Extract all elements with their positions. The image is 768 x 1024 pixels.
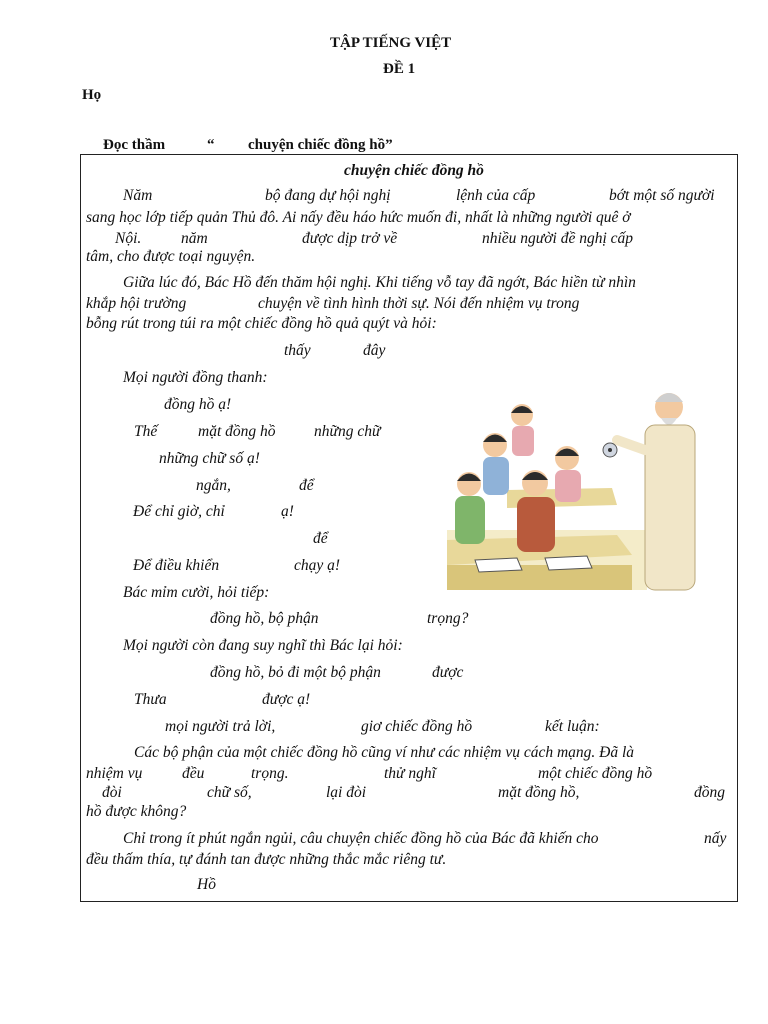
dialogue-line: kết luận:	[545, 718, 600, 735]
story-text: Các bộ phận của một chiếc đồng hồ cũng ví như các nhiệm vụ cách mạng. Đã là	[134, 744, 635, 761]
story-text: Chỉ trong ít phút ngắn ngủi, câu chuyện chiếc đồng hồ của Bác đã khiến cho	[123, 830, 599, 847]
dialogue-line: đồng hồ, bộ phận	[210, 610, 319, 627]
story-text: nhiệm vụ	[86, 765, 143, 782]
dialogue-line: thấy	[284, 342, 311, 359]
story-text: đều	[182, 765, 205, 782]
story-text: Giữa lúc đó, Bác Hồ đến thăm hội nghị. Khi tiếng vỗ tay đã ngớt, Bác hiền từ nhìn	[123, 274, 636, 291]
worksheet-subtitle: ĐỀ 1	[383, 61, 416, 77]
story-illustration	[447, 380, 710, 592]
name-label: Họ	[82, 87, 102, 103]
dialogue-line: Thế	[134, 423, 158, 440]
dialogue-line: để	[299, 477, 314, 494]
dialogue-line: những chữ	[314, 423, 381, 440]
dialogue-line: Bác mỉm cười, hỏi tiếp:	[123, 584, 270, 601]
dialogue-line: ạ!	[281, 503, 294, 520]
story-text: chuyện về tình hình thời sự. Nói đến nhiệm vụ trong	[258, 295, 580, 312]
story-source: Hồ	[197, 876, 216, 893]
story-text: đòi	[102, 784, 122, 801]
story-text: nấy	[704, 830, 727, 847]
dialogue-line: được ạ!	[262, 691, 311, 708]
story-text: một chiếc đồng hồ	[538, 765, 653, 782]
story-text: được dịp trở về	[302, 230, 398, 247]
dialogue-line: trọng?	[427, 610, 469, 627]
dialogue-line: Mọi người còn đang suy nghĩ thì Bác lại hỏi:	[123, 637, 403, 654]
dialogue-line: Để điều khiển	[133, 557, 220, 574]
story-text: lại đòi	[326, 784, 367, 801]
dialogue-line: những chữ số ạ!	[159, 450, 260, 467]
story-text: Năm	[123, 187, 153, 204]
story-text: năm	[181, 230, 208, 247]
dialogue-line: đây	[363, 342, 386, 359]
story-title: chuyện chiếc đồng hồ	[344, 162, 484, 179]
story-text: chữ số,	[207, 784, 252, 801]
read-instruction-label: Đọc thầm	[103, 137, 166, 153]
story-text: khắp hội trường	[86, 295, 187, 312]
story-text: mặt đồng hồ,	[498, 784, 580, 801]
dialogue-line: Thưa	[134, 691, 167, 708]
dialogue-line: đồng hồ, bỏ đi một bộ phận	[210, 664, 381, 681]
dialogue-line: Mọi người đồng thanh:	[123, 369, 268, 386]
dialogue-line: để	[313, 530, 328, 547]
story-text: bỗng rút trong túi ra một chiếc đồng hồ quả quýt và hỏi:	[86, 315, 437, 332]
dialogue-line: mọi người trả lời,	[165, 718, 276, 735]
dialogue-line: chạy ạ!	[294, 557, 341, 574]
dialogue-line: đồng hồ ạ!	[164, 396, 232, 413]
story-text: trọng.	[251, 765, 289, 782]
read-instruction-title: chuyện chiếc đồng hồ”	[248, 137, 393, 153]
story-text: hồ được không?	[86, 803, 187, 820]
story-text: bớt một số người	[609, 187, 715, 204]
story-text: tâm, cho được toại nguyện.	[86, 248, 256, 265]
story-text: Nội.	[115, 230, 142, 247]
story-text: đều thấm thía, tự đánh tan được những thắc mắc riêng tư.	[86, 851, 447, 868]
dialogue-line: Để chỉ giờ, chỉ	[133, 503, 225, 520]
worksheet-title: TẬP TIẾNG VIỆT	[330, 35, 452, 51]
story-text: lệnh của cấp	[456, 187, 536, 204]
story-text: nhiều người đề nghị cấp	[482, 230, 634, 247]
dialogue-line: mặt đồng hồ	[198, 423, 276, 440]
dialogue-line: được	[432, 664, 464, 681]
story-text: thử nghĩ	[384, 765, 436, 782]
dialogue-line: giơ chiếc đồng hồ	[361, 718, 473, 735]
story-text: đồng	[694, 784, 725, 801]
dialogue-line: ngắn,	[196, 477, 231, 494]
story-text: bộ đang dự hội nghị	[265, 187, 391, 204]
story-text: sang học lớp tiếp quản Thủ đô. Ai nấy đều háo hức muốn đi, nhất là những người quê ở	[86, 209, 631, 226]
read-instruction-quote: “	[207, 137, 215, 153]
